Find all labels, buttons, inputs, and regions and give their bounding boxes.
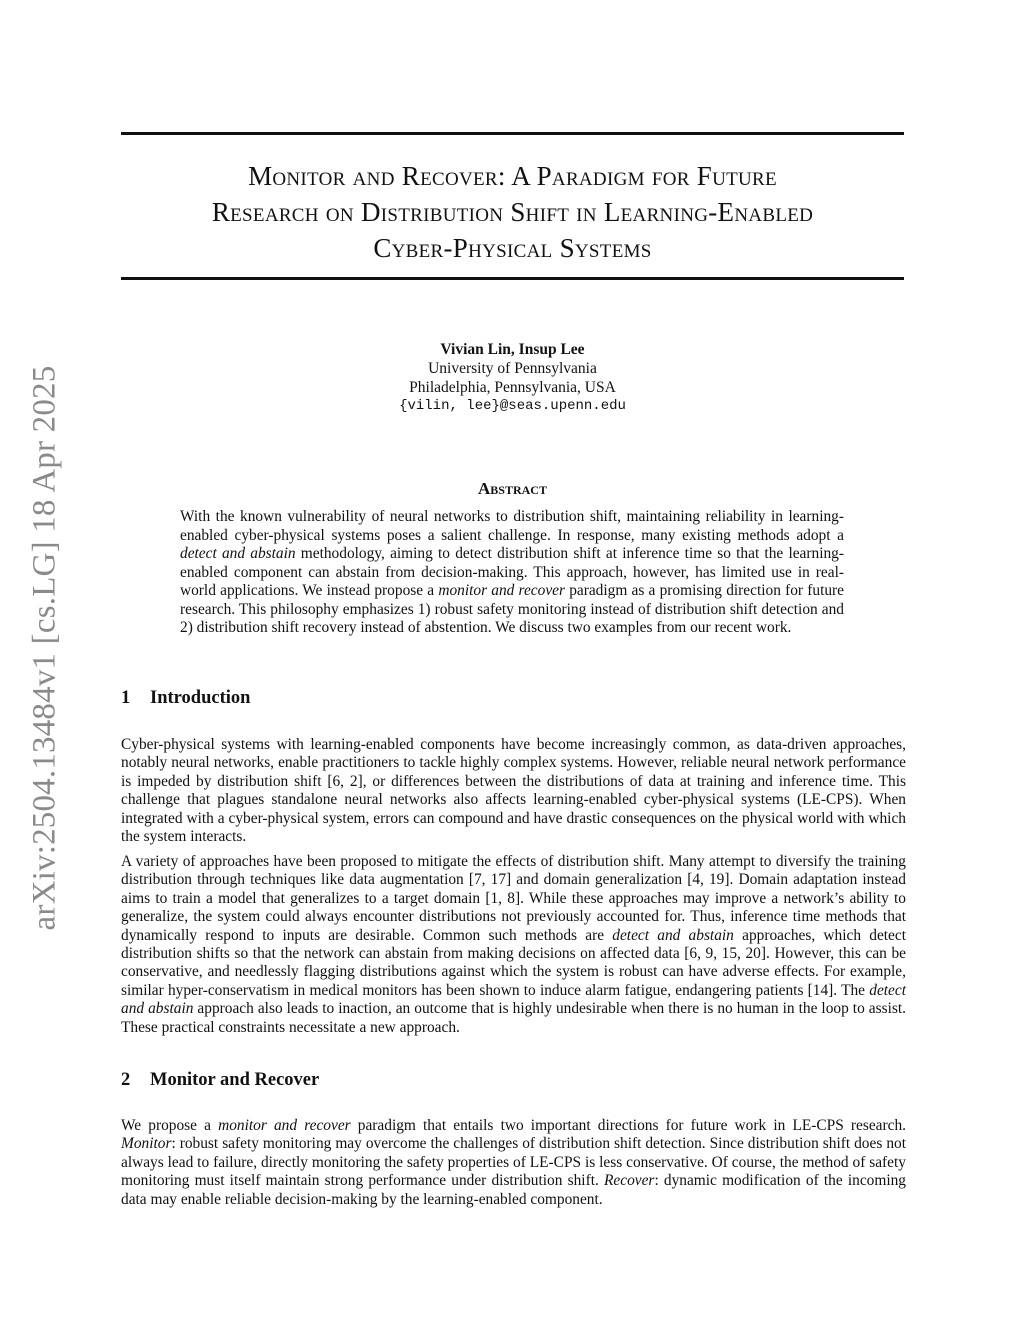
title-line-2: Research on Distribution Shift in Learning-Enabled — [211, 197, 814, 227]
intro-paragraph-2 — [121, 853, 906, 1037]
author-affiliation: University of Pennsylvania — [428, 360, 597, 377]
abstract-text-part-2: methodology, aiming to detect distribution shift at inference time so that the learning-enabled component can abstain from decision-making. This approach, however, has limited use in real-world applications. We instead propose a — [180, 545, 844, 599]
mr-p1-emphasis-3: Recover — [604, 1172, 655, 1190]
section-title: Monitor and Recover — [150, 1070, 320, 1090]
monitor-recover-paragraph-1 — [121, 1117, 906, 1209]
mr-p1-part-b: paradigm that entails two important directions for future work in LE-CPS research. — [350, 1117, 906, 1134]
section-heading-introduction — [121, 688, 250, 709]
intro-p2-emphasis-2: detect and abstain — [121, 981, 906, 1018]
abstract-emphasis-1: detect and abstain — [180, 545, 296, 562]
section-heading-monitor-and-recover — [121, 1070, 319, 1091]
mr-p1-part-c: : robust safety monitoring may overcome the challenges of distribution shift detection. Since distribution shift does not always lead to failure, directly monitoring the safety properties of LE-CPS is less conservative. Of course, the method of safety monitoring must itself maintain strong performance under distribution shift. — [121, 1135, 906, 1190]
author-names: Vivian Lin, Insup Lee — [440, 341, 585, 358]
mr-p1-part-d: : dynamic modification of the incoming data may enable reliable decision-making by the learning-enabled component. — [121, 1172, 906, 1208]
section-title: Introduction — [150, 688, 251, 708]
intro-p2-part-a: A variety of approaches have been proposed to mitigate the effects of distribution shift. Many attempt to diversify the training distribution through techniques like data augmentation [7, 17] and domain generalization [4, 19]. Domain adaptation instead aims to train a model that generalizes to a target domain [1, 8]. While these approaches may improve a network’s ability to generalize, the system could always encounter distributions not previously accounted for. Thus, inference time methods that dynamically respond to inputs are desirable. Common such methods are — [121, 853, 906, 944]
abstract-emphasis-2: monitor and recover — [438, 582, 565, 599]
mr-p1-part-a: We propose a — [121, 1117, 219, 1134]
paper-title — [121, 158, 904, 266]
intro-p2-part-c: approach also leads to inaction, an outcome that is highly undesirable when there is no human in the loop to assist. These practical constraints necessitate a new approach. — [121, 1000, 906, 1036]
author-email: {vilin, lee}@seas.upenn.edu — [399, 398, 626, 414]
author-location: Philadelphia, Pennsylvania, USA — [409, 379, 616, 396]
abstract-text-part-1: With the known vulnerability of neural networks to distribution shift, maintaining reliability in learning-enabled cyber-physical systems poses a salient challenge. In response, many existing methods adopt a — [180, 508, 844, 544]
abstract-text — [180, 508, 844, 638]
intro-paragraph-1: Cyber-physical systems with learning-enabled components have become increasingly common, as data-driven approaches, notably neural networks, enable practitioners to tackle highly complex systems. However, reliable neural network performance is impeded by distribution shift [6, 2], or differences between the distributions of data at training and inference time. This challenge that plagues standalone neural networks also affects learning-enabled cyber-physical systems (LE-CPS). When integrated with a cyber-physical system, errors can compound and have drastic consequences on the physical world with which the system interacts. — [121, 736, 906, 846]
section-number: 1 — [121, 688, 131, 708]
title-rule-bottom — [121, 277, 904, 280]
mr-p1-emphasis-1: monitor and recover — [218, 1117, 351, 1134]
intro-p2-emphasis-1: detect and abstain — [612, 926, 734, 944]
section-number: 2 — [121, 1070, 131, 1090]
mr-p1-emphasis-2: Monitor — [121, 1135, 172, 1153]
title-rule-top — [121, 132, 904, 135]
title-line-1: Monitor and Recover: A Paradigm for Future — [248, 161, 777, 191]
arxiv-identifier: arXiv:2504.13484v1 [cs.LG] 18 Apr 2025 — [26, 365, 63, 931]
abstract-heading: Abstract — [478, 479, 547, 498]
author-block — [121, 340, 904, 416]
title-line-3: Cyber-Physical Systems — [373, 233, 652, 263]
abstract-text-part-3: paradigm as a promising direction for future research. This philosophy emphasizes 1) robust safety monitoring instead of distribution shift detection and 2) distribution shift recovery instead of abstention. We discuss two examples from our recent work. — [180, 582, 844, 636]
intro-p2-part-b: approaches, which detect distribution shifts so that the network can abstain from making decisions on affected data [6, 9, 15, 20]. However, this can be conservative, and needlessly flagging distributions against which the system is robust can have adverse effects. For example, similar hyper-conservatism in medical monitors has been shown to induce alarm fatigue, endangering patients [14]. The — [121, 926, 906, 999]
